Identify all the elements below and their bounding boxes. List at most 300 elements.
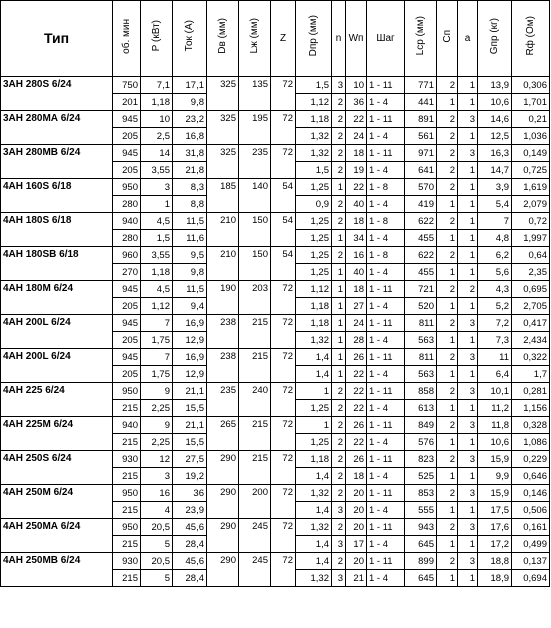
cell-rpm: 280 (113, 196, 141, 213)
cell-wp: 24 (346, 315, 367, 332)
cell-power: 3 (141, 179, 173, 196)
cell-n: 2 (332, 519, 346, 536)
cell-current: 28,4 (173, 570, 207, 587)
cell-wp: 22 (346, 366, 367, 383)
header-gpr: Gпр (кг) (478, 1, 512, 77)
cell-z: 72 (271, 417, 296, 451)
cell-a: 1 (458, 94, 478, 111)
cell-rpm: 930 (113, 553, 141, 570)
cell-wp: 26 (346, 417, 367, 434)
cell-gpr: 7,2 (478, 315, 512, 332)
cell-db: 235 (207, 383, 239, 417)
cell-power: 10 (141, 111, 173, 128)
cell-rf: 0,146 (512, 485, 550, 502)
cell-power: 4,5 (141, 281, 173, 298)
cell-lsr: 622 (405, 213, 437, 230)
cell-dpr: 1 (296, 383, 332, 400)
cell-n: 2 (332, 434, 346, 451)
cell-sp: 2 (437, 77, 458, 94)
cell-step: 1 - 4 (367, 196, 405, 213)
cell-lsr: 613 (405, 400, 437, 417)
cell-lsr: 641 (405, 162, 437, 179)
cell-lsr: 419 (405, 196, 437, 213)
cell-power: 1,75 (141, 332, 173, 349)
cell-rpm: 215 (113, 468, 141, 485)
header-lsr: Lср (мм) (405, 1, 437, 77)
cell-rf: 0,499 (512, 536, 550, 553)
cell-rpm: 205 (113, 332, 141, 349)
cell-rpm: 960 (113, 247, 141, 264)
cell-lsr: 853 (405, 485, 437, 502)
cell-lsr: 441 (405, 94, 437, 111)
cell-step: 1 - 4 (367, 468, 405, 485)
cell-n: 3 (332, 570, 346, 587)
cell-sp: 1 (437, 502, 458, 519)
cell-sp: 2 (437, 145, 458, 162)
cell-lsr: 849 (405, 417, 437, 434)
cell-rf: 0,306 (512, 77, 550, 94)
cell-n: 1 (332, 179, 346, 196)
table-row (1, 213, 550, 230)
cell-sp: 1 (437, 366, 458, 383)
cell-lzh: 135 (239, 77, 271, 111)
cell-step: 1 - 4 (367, 94, 405, 111)
cell-lzh: 235 (239, 145, 271, 179)
cell-step: 1 - 8 (367, 247, 405, 264)
cell-sp: 2 (437, 553, 458, 570)
motor-type: 4АН 250М 6/24 (1, 485, 113, 519)
cell-lsr: 570 (405, 179, 437, 196)
cell-rf: 0,64 (512, 247, 550, 264)
table-row (1, 519, 550, 536)
cell-sp: 1 (437, 298, 458, 315)
cell-n: 1 (332, 264, 346, 281)
cell-a: 3 (458, 485, 478, 502)
cell-lsr: 899 (405, 553, 437, 570)
cell-z: 54 (271, 179, 296, 213)
cell-n: 2 (332, 94, 346, 111)
cell-gpr: 4,8 (478, 230, 512, 247)
cell-a: 1 (458, 332, 478, 349)
header-a: a (458, 1, 478, 77)
cell-dpr: 1,18 (296, 111, 332, 128)
cell-a: 1 (458, 400, 478, 417)
motor-type: 3АН 280МВ 6/24 (1, 145, 113, 179)
cell-wp: 36 (346, 94, 367, 111)
cell-step: 1 - 11 (367, 281, 405, 298)
motor-type: 4АН 250МА 6/24 (1, 519, 113, 553)
cell-lsr: 455 (405, 264, 437, 281)
cell-sp: 2 (437, 451, 458, 468)
cell-power: 7 (141, 349, 173, 366)
cell-db: 238 (207, 315, 239, 349)
header-dpr: Dпр (мм) (296, 1, 332, 77)
cell-z: 72 (271, 315, 296, 349)
cell-dpr: 1,4 (296, 553, 332, 570)
cell-lsr: 563 (405, 366, 437, 383)
cell-rpm: 945 (113, 349, 141, 366)
cell-current: 17,1 (173, 77, 207, 94)
cell-current: 9,8 (173, 264, 207, 281)
cell-rpm: 950 (113, 383, 141, 400)
cell-current: 16,8 (173, 128, 207, 145)
cell-rpm: 270 (113, 264, 141, 281)
cell-gpr: 14,6 (478, 111, 512, 128)
motor-type: 3АН 280S 6/24 (1, 77, 113, 111)
cell-lsr: 645 (405, 570, 437, 587)
table-row (1, 77, 550, 94)
cell-sp: 2 (437, 349, 458, 366)
cell-n: 1 (332, 281, 346, 298)
cell-a: 1 (458, 570, 478, 587)
cell-rf: 2,35 (512, 264, 550, 281)
cell-rf: 1,156 (512, 400, 550, 417)
cell-sp: 2 (437, 162, 458, 179)
cell-power: 4,5 (141, 213, 173, 230)
cell-n: 2 (332, 400, 346, 417)
cell-rf: 0,137 (512, 553, 550, 570)
table-row (1, 179, 550, 196)
cell-lzh: 203 (239, 281, 271, 315)
cell-power: 2,25 (141, 400, 173, 417)
cell-rpm: 940 (113, 213, 141, 230)
cell-a: 3 (458, 451, 478, 468)
cell-lsr: 525 (405, 468, 437, 485)
cell-sp: 1 (437, 434, 458, 451)
table-row (1, 485, 550, 502)
cell-power: 3 (141, 468, 173, 485)
cell-power: 14 (141, 145, 173, 162)
cell-rf: 1,036 (512, 128, 550, 145)
cell-rpm: 945 (113, 145, 141, 162)
cell-a: 3 (458, 349, 478, 366)
cell-gpr: 15,9 (478, 485, 512, 502)
cell-a: 1 (458, 247, 478, 264)
cell-lsr: 771 (405, 77, 437, 94)
cell-current: 28,4 (173, 536, 207, 553)
cell-rf: 0,161 (512, 519, 550, 536)
cell-gpr: 11,8 (478, 417, 512, 434)
cell-wp: 18 (346, 281, 367, 298)
cell-rpm: 280 (113, 230, 141, 247)
table-body (1, 77, 550, 587)
header-type: Тип (1, 1, 113, 77)
cell-lzh: 195 (239, 111, 271, 145)
cell-lsr: 563 (405, 332, 437, 349)
header-rf: Rф (Ом) (512, 1, 550, 77)
cell-dpr: 1,12 (296, 281, 332, 298)
cell-power: 20,5 (141, 519, 173, 536)
cell-sp: 1 (437, 94, 458, 111)
motor-type: 4АН 250МВ 6/24 (1, 553, 113, 587)
cell-current: 21,1 (173, 417, 207, 434)
cell-rf: 1,619 (512, 179, 550, 196)
cell-dpr: 1,4 (296, 366, 332, 383)
cell-sp: 2 (437, 179, 458, 196)
cell-rpm: 205 (113, 298, 141, 315)
cell-power: 9 (141, 383, 173, 400)
cell-power: 3,55 (141, 247, 173, 264)
cell-rpm: 215 (113, 502, 141, 519)
cell-rf: 0,417 (512, 315, 550, 332)
cell-n: 1 (332, 298, 346, 315)
cell-sp: 1 (437, 230, 458, 247)
cell-rpm: 215 (113, 570, 141, 587)
cell-z: 54 (271, 213, 296, 247)
cell-current: 45,6 (173, 519, 207, 536)
table-row (1, 451, 550, 468)
cell-dpr: 1,32 (296, 570, 332, 587)
cell-current: 8,3 (173, 179, 207, 196)
cell-rpm: 950 (113, 485, 141, 502)
cell-current: 11,5 (173, 213, 207, 230)
cell-step: 1 - 4 (367, 536, 405, 553)
cell-a: 1 (458, 264, 478, 281)
cell-dpr: 1,18 (296, 298, 332, 315)
cell-dpr: 1,32 (296, 485, 332, 502)
cell-rpm: 205 (113, 366, 141, 383)
cell-a: 2 (458, 281, 478, 298)
cell-a: 3 (458, 553, 478, 570)
cell-wp: 17 (346, 536, 367, 553)
cell-sp: 2 (437, 417, 458, 434)
cell-power: 1,12 (141, 298, 173, 315)
cell-dpr: 1,5 (296, 162, 332, 179)
cell-wp: 18 (346, 213, 367, 230)
cell-wp: 22 (346, 383, 367, 400)
cell-step: 1 - 4 (367, 162, 405, 179)
cell-current: 15,5 (173, 400, 207, 417)
cell-wp: 22 (346, 400, 367, 417)
cell-z: 72 (271, 485, 296, 519)
cell-db: 290 (207, 519, 239, 553)
motor-type: 4АН 200L 6/24 (1, 349, 113, 383)
cell-wp: 21 (346, 570, 367, 587)
cell-step: 1 - 8 (367, 179, 405, 196)
cell-dpr: 1,4 (296, 502, 332, 519)
cell-rpm: 201 (113, 94, 141, 111)
cell-db: 325 (207, 111, 239, 145)
cell-step: 1 - 11 (367, 77, 405, 94)
cell-z: 72 (271, 383, 296, 417)
cell-a: 1 (458, 536, 478, 553)
cell-gpr: 10,1 (478, 383, 512, 400)
cell-step: 1 - 4 (367, 230, 405, 247)
cell-rf: 2,434 (512, 332, 550, 349)
cell-wp: 18 (346, 468, 367, 485)
cell-sp: 1 (437, 264, 458, 281)
cell-gpr: 12,5 (478, 128, 512, 145)
cell-dpr: 1,4 (296, 349, 332, 366)
cell-rpm: 930 (113, 451, 141, 468)
cell-gpr: 10,6 (478, 94, 512, 111)
cell-power: 9 (141, 417, 173, 434)
cell-current: 21,1 (173, 383, 207, 400)
cell-db: 290 (207, 451, 239, 485)
cell-current: 12,9 (173, 366, 207, 383)
cell-rpm: 205 (113, 162, 141, 179)
cell-rf: 0,281 (512, 383, 550, 400)
cell-wp: 26 (346, 451, 367, 468)
cell-power: 1 (141, 196, 173, 213)
cell-wp: 22 (346, 111, 367, 128)
cell-current: 12,9 (173, 332, 207, 349)
cell-step: 1 - 8 (367, 213, 405, 230)
cell-a: 3 (458, 417, 478, 434)
cell-current: 16,9 (173, 315, 207, 332)
cell-rf: 0,695 (512, 281, 550, 298)
cell-lzh: 215 (239, 315, 271, 349)
cell-current: 9,8 (173, 94, 207, 111)
cell-n: 2 (332, 485, 346, 502)
cell-lzh: 245 (239, 553, 271, 587)
cell-a: 1 (458, 213, 478, 230)
table-header (1, 1, 550, 77)
cell-current: 11,6 (173, 230, 207, 247)
cell-n: 2 (332, 128, 346, 145)
cell-lzh: 140 (239, 179, 271, 213)
cell-wp: 22 (346, 434, 367, 451)
cell-lzh: 150 (239, 213, 271, 247)
cell-rf: 0,725 (512, 162, 550, 179)
cell-step: 1 - 11 (367, 145, 405, 162)
cell-sp: 2 (437, 519, 458, 536)
header-current: Ток (А) (173, 1, 207, 77)
cell-current: 19,2 (173, 468, 207, 485)
header-step: Шаг (367, 1, 405, 77)
cell-a: 1 (458, 434, 478, 451)
cell-rf: 0,229 (512, 451, 550, 468)
cell-lsr: 891 (405, 111, 437, 128)
cell-db: 325 (207, 77, 239, 111)
cell-power: 5 (141, 536, 173, 553)
table-row (1, 111, 550, 128)
cell-current: 31,8 (173, 145, 207, 162)
cell-n: 2 (332, 162, 346, 179)
motor-type: 4АН 225 6/24 (1, 383, 113, 417)
cell-wp: 34 (346, 230, 367, 247)
cell-wp: 10 (346, 77, 367, 94)
cell-lsr: 971 (405, 145, 437, 162)
cell-gpr: 11,2 (478, 400, 512, 417)
cell-gpr: 7,3 (478, 332, 512, 349)
cell-n: 2 (332, 145, 346, 162)
cell-current: 9,4 (173, 298, 207, 315)
cell-wp: 27 (346, 298, 367, 315)
cell-lsr: 561 (405, 128, 437, 145)
cell-z: 72 (271, 519, 296, 553)
cell-dpr: 1,32 (296, 332, 332, 349)
cell-step: 1 - 4 (367, 366, 405, 383)
cell-step: 1 - 11 (367, 383, 405, 400)
cell-dpr: 1,25 (296, 400, 332, 417)
cell-a: 1 (458, 162, 478, 179)
cell-sp: 1 (437, 196, 458, 213)
cell-current: 21,8 (173, 162, 207, 179)
cell-dpr: 1,25 (296, 434, 332, 451)
cell-step: 1 - 11 (367, 111, 405, 128)
cell-dpr: 1,25 (296, 264, 332, 281)
cell-gpr: 6,4 (478, 366, 512, 383)
cell-n: 1 (332, 332, 346, 349)
cell-wp: 26 (346, 349, 367, 366)
cell-lzh: 215 (239, 417, 271, 451)
cell-gpr: 17,5 (478, 502, 512, 519)
cell-rf: 0,506 (512, 502, 550, 519)
cell-a: 1 (458, 128, 478, 145)
motor-type: 4АН 250S 6/24 (1, 451, 113, 485)
cell-sp: 1 (437, 400, 458, 417)
cell-lsr: 721 (405, 281, 437, 298)
cell-current: 27,5 (173, 451, 207, 468)
cell-rpm: 215 (113, 434, 141, 451)
cell-gpr: 3,9 (478, 179, 512, 196)
cell-dpr: 1,25 (296, 247, 332, 264)
cell-n: 2 (332, 196, 346, 213)
cell-wp: 16 (346, 247, 367, 264)
cell-n: 2 (332, 383, 346, 400)
cell-n: 1 (332, 349, 346, 366)
cell-db: 290 (207, 553, 239, 587)
cell-wp: 40 (346, 196, 367, 213)
cell-n: 2 (332, 468, 346, 485)
cell-rf: 0,694 (512, 570, 550, 587)
cell-sp: 2 (437, 315, 458, 332)
cell-wp: 18 (346, 145, 367, 162)
cell-dpr: 1,12 (296, 94, 332, 111)
cell-rf: 0,21 (512, 111, 550, 128)
cell-power: 1,75 (141, 366, 173, 383)
cell-wp: 20 (346, 485, 367, 502)
cell-gpr: 5,2 (478, 298, 512, 315)
cell-step: 1 - 4 (367, 570, 405, 587)
cell-z: 72 (271, 77, 296, 111)
cell-lsr: 811 (405, 315, 437, 332)
cell-gpr: 15,9 (478, 451, 512, 468)
cell-rf: 0,646 (512, 468, 550, 485)
cell-step: 1 - 11 (367, 485, 405, 502)
cell-db: 210 (207, 247, 239, 281)
cell-step: 1 - 4 (367, 128, 405, 145)
cell-n: 2 (332, 553, 346, 570)
cell-current: 45,6 (173, 553, 207, 570)
cell-power: 20,5 (141, 553, 173, 570)
cell-power: 5 (141, 570, 173, 587)
cell-rpm: 950 (113, 179, 141, 196)
cell-step: 1 - 4 (367, 434, 405, 451)
cell-step: 1 - 4 (367, 502, 405, 519)
cell-a: 1 (458, 468, 478, 485)
cell-gpr: 17,2 (478, 536, 512, 553)
cell-power: 2,25 (141, 434, 173, 451)
cell-wp: 22 (346, 179, 367, 196)
cell-z: 54 (271, 247, 296, 281)
cell-n: 3 (332, 77, 346, 94)
cell-current: 23,2 (173, 111, 207, 128)
cell-gpr: 13,9 (478, 77, 512, 94)
cell-rf: 2,705 (512, 298, 550, 315)
cell-gpr: 9,9 (478, 468, 512, 485)
cell-step: 1 - 11 (367, 519, 405, 536)
cell-rpm: 950 (113, 519, 141, 536)
cell-rf: 0,72 (512, 213, 550, 230)
cell-step: 1 - 11 (367, 553, 405, 570)
cell-sp: 2 (437, 128, 458, 145)
cell-rf: 0,149 (512, 145, 550, 162)
cell-a: 3 (458, 315, 478, 332)
cell-n: 2 (332, 111, 346, 128)
cell-dpr: 1,32 (296, 519, 332, 536)
